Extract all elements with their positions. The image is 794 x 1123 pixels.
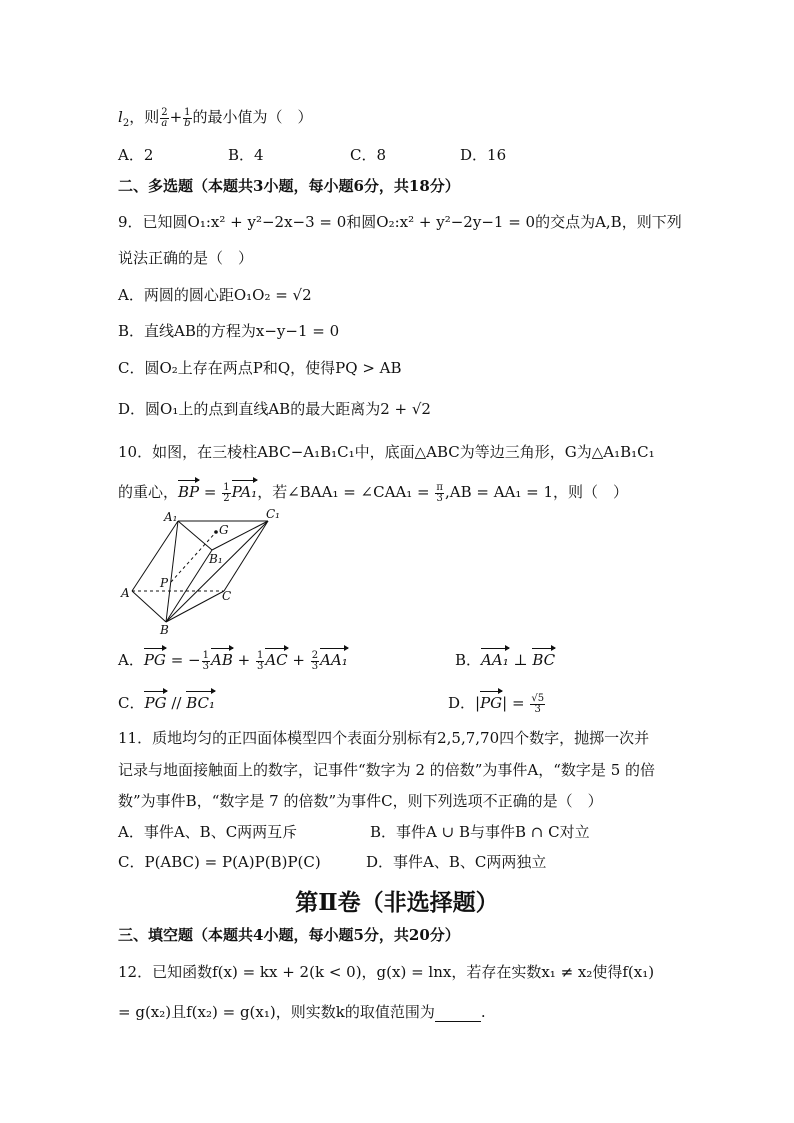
q11-option-b[interactable]: B．事件A ∪ B与事件B ∩ C对立 [370,823,590,841]
q8-option-c[interactable]: C．8 [350,146,387,164]
q9-option-a[interactable]: A．两圆的圆心距O₁O₂ = √2 [118,286,312,304]
q9-option-b[interactable]: B．直线AB的方程为x−y−1 = 0 [118,322,340,340]
section-3-heading: 三、填空题（本题共4小题，每小题5分，共20分） [118,926,460,944]
q10-stem-line1: 10．如图，在三棱柱ABC−A₁B₁C₁中，底面△ABC为等边三角形，G为△A₁B₁C₁ [118,443,655,461]
label-B: B [160,623,169,637]
q10-option-c[interactable]: C．PG // BC₁ [118,694,216,712]
q9-option-d[interactable]: D．圆O₁上的点到直线AB的最大距离为2 + √2 [118,400,431,418]
q11-stem-line2: 记录与地面接触面上的数字，记事件“数字为 2 的倍数”为事件A，“数字是 5 的倍 [118,761,656,779]
section-2-heading: 二、多选题（本题共3小题，每小题6分，共18分） [118,177,460,195]
q9-stem-line2: 说法正确的是（ ） [118,249,254,267]
q11-stem-line3: 数”为事件B，“数字是 7 的倍数”为事件C，则下列选项不正确的是（ ） [118,792,603,810]
q10-option-b[interactable]: B．AA₁ ⊥ BC [455,651,556,669]
q9-stem-line1: 9．已知圆O₁:x² + y²−2x−3 = 0和圆O₂:x² + y²−2y−1 = 0的交点为A,B，则下列 [118,213,682,231]
q11-stem-line1: 11．质地均匀的正四面体模型四个表面分别标有2,5,7,70四个数字，抛掷一次并 [118,729,650,747]
label-A1: A₁ [164,510,178,524]
q8-option-d[interactable]: D．16 [460,146,507,164]
q12-answer-blank[interactable] [435,1007,481,1022]
q10-prism-figure [116,508,291,638]
q11-option-d[interactable]: D．事件A、B、C两两独立 [366,853,547,871]
edge-A1-B1 [178,521,212,550]
q8-option-a[interactable]: A．2 [118,146,154,164]
q10-stem-line2: 的重心，BP = $\frac{1}{2}$ PA₁，若∠BAA₁ = ∠CAA₁ = $\frac{\pi}{3}$ ,AB = AA₁ = 1，则（ ） [118,481,629,504]
q8-option-b[interactable]: B．4 [228,146,264,164]
q12-stem-line2: = g(x₂)且f(x₂) = g(x₁)，则实数k的取值范围为 . [118,1003,486,1021]
label-C: C [222,589,232,603]
point-G [214,530,218,534]
part-2-title: 第Ⅱ卷（非选择题） [295,889,499,916]
q8-tail: $l_2$，则 $\frac{2}{a}$ + $\frac{1}{b}$ 的最小值为（ ） [118,106,313,129]
label-P: P [160,576,169,590]
label-C1: C₁ [266,508,280,521]
q8-options [118,145,506,165]
q10-option-d[interactable]: D．|PG| = $\frac{√5}{3}$ [448,692,545,715]
label-B1: B₁ [209,552,223,566]
q9-option-c[interactable]: C．圆O₂上存在两点P和Q，使得PQ > AB [118,359,402,377]
edge-C-C1 [224,521,268,591]
label-G: G [219,523,229,537]
edge-B-C [166,591,224,622]
label-A: A [121,586,130,600]
q12-stem-line1: 12．已知函数f(x) = kx + 2(k < 0)，g(x) = lnx，若存在实数x₁ ≠ x₂使得f(x₁) [118,963,655,981]
q11-option-a[interactable]: A．事件A、B、C两两互斥 [118,823,298,841]
q11-option-c[interactable]: C．P(ABC) = P(A)P(B)P(C) [118,853,321,871]
edge-A-B [132,591,166,622]
segment-B-C1 [166,521,268,622]
q10-option-a[interactable]: A．PG = − $\frac{1}{3}$ AB + $\frac{1}{3}$ AC + $\frac{2}{3}$ AA₁ [118,649,348,672]
